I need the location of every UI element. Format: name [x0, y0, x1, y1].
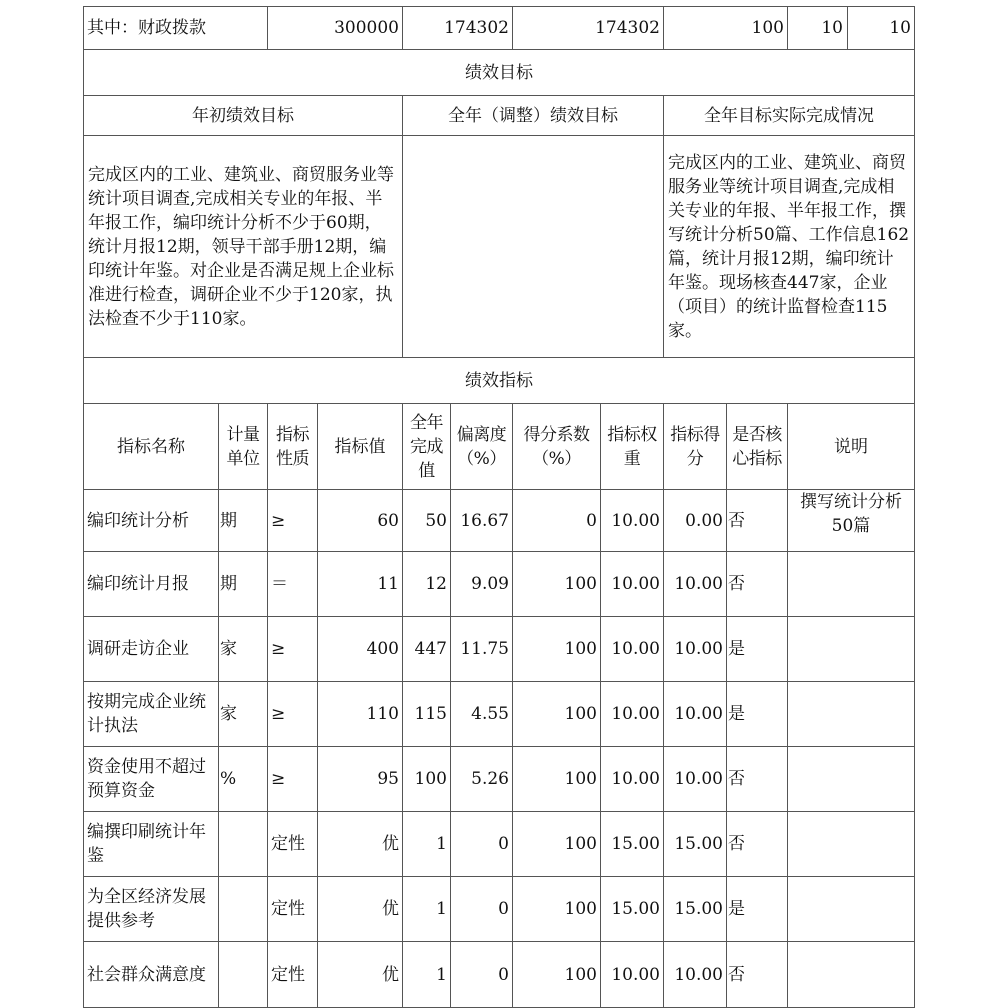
indicator-nature: ≥ — [268, 490, 318, 552]
indicator-note — [788, 617, 915, 682]
indicator-core: 否 — [727, 552, 788, 617]
performance-table — [83, 6, 915, 1008]
indicator-unit — [219, 812, 268, 877]
indicator-core: 否 — [727, 812, 788, 877]
funding-value-3: 174302 — [513, 7, 664, 50]
indicator-name: 为全区经济发展提供参考 — [84, 877, 219, 942]
indicator-actual: 1 — [403, 812, 451, 877]
goals-adjusted-text — [403, 136, 664, 358]
indicator-name: 按期完成企业统计执法 — [84, 682, 219, 747]
indicator-name: 资金使用不超过预算资金 — [84, 747, 219, 812]
indicator-coef: 100 — [513, 682, 601, 747]
goals-initial-text: 完成区内的工业、建筑业、商贸服务业等统计项目调查,完成相关专业的年报、半年报工作，编印统计分析不少于60期，统计月报12期，领导干部手册12期，编印统计年鉴。对企业是否满足规上企业标准进行检查，调研企业不少于120家，执法检查不少于110家。 — [84, 136, 403, 358]
indicator-score: 10.00 — [664, 552, 727, 617]
indicator-note — [788, 812, 915, 877]
indicator-core: 是 — [727, 617, 788, 682]
indicator-name: 编印统计分析 — [84, 490, 219, 552]
funding-row — [84, 7, 915, 50]
header-target: 指标值 — [318, 404, 403, 490]
funding-value-5-6 — [788, 7, 915, 50]
indicator-unit: 期 — [219, 490, 268, 552]
goals-section-title: 绩效目标 — [84, 50, 915, 96]
indicator-coef: 0 — [513, 490, 601, 552]
goals-header-row — [84, 96, 915, 136]
goals-actual-text: 完成区内的工业、建筑业、商贸服务业等统计项目调查,完成相关专业的年报、半年报工作，撰写统计分析50篇、工作信息162篇，统计月报12期，编印统计年鉴。现场核查447家，企业（项目）的统计监督检查115家。 — [664, 136, 915, 358]
indicator-weight: 10.00 — [601, 552, 664, 617]
indicator-weight: 10.00 — [601, 747, 664, 812]
indicator-unit: 家 — [219, 617, 268, 682]
indicator-deviation: 5.26 — [451, 747, 513, 812]
table-row — [84, 747, 915, 812]
indicator-deviation: 16.67 — [451, 490, 513, 552]
indicator-nature: ≥ — [268, 747, 318, 812]
indicator-rows — [84, 490, 915, 1008]
header-core: 是否核心指标 — [727, 404, 788, 490]
indicator-weight: 15.00 — [601, 812, 664, 877]
indicator-coef: 100 — [513, 877, 601, 942]
indicator-nature: 定性 — [268, 812, 318, 877]
header-coef: 得分系数（%） — [513, 404, 601, 490]
indicator-deviation: 0 — [451, 942, 513, 1008]
indicator-core: 否 — [727, 942, 788, 1008]
indicator-target: 优 — [318, 942, 403, 1008]
indicator-score: 0.00 — [664, 490, 727, 552]
indicator-note — [788, 552, 915, 617]
indicator-actual: 100 — [403, 747, 451, 812]
table-row — [84, 552, 915, 617]
header-nature: 指标性质 — [268, 404, 318, 490]
indicator-note — [788, 682, 915, 747]
indicator-actual: 1 — [403, 942, 451, 1008]
indicator-name: 调研走访企业 — [84, 617, 219, 682]
indicator-score: 10.00 — [664, 942, 727, 1008]
table-row — [84, 617, 915, 682]
goals-header-actual: 全年目标实际完成情况 — [664, 96, 915, 136]
indicator-unit — [219, 877, 268, 942]
indicator-actual: 50 — [403, 490, 451, 552]
indicator-unit: % — [219, 747, 268, 812]
indicator-target: 110 — [318, 682, 403, 747]
indicator-nature: 定性 — [268, 942, 318, 1008]
indicator-deviation: 9.09 — [451, 552, 513, 617]
indicator-deviation: 11.75 — [451, 617, 513, 682]
indicator-nature: ≥ — [268, 682, 318, 747]
indicator-note — [788, 747, 915, 812]
indicator-nature: 定性 — [268, 877, 318, 942]
indicator-deviation: 4.55 — [451, 682, 513, 747]
indicator-name: 编印统计月报 — [84, 552, 219, 617]
indicator-score: 10.00 — [664, 617, 727, 682]
table-row — [84, 877, 915, 942]
goals-content-row — [84, 136, 915, 358]
indicator-score: 10.00 — [664, 682, 727, 747]
indicator-note — [788, 877, 915, 942]
header-actual: 全年完成值 — [403, 404, 451, 490]
indicator-score: 10.00 — [664, 747, 727, 812]
indicator-unit: 家 — [219, 682, 268, 747]
indicator-actual: 1 — [403, 877, 451, 942]
indicator-unit: 期 — [219, 552, 268, 617]
indicator-target: 400 — [318, 617, 403, 682]
indicator-score: 15.00 — [664, 812, 727, 877]
indicator-target: 11 — [318, 552, 403, 617]
indicator-coef: 100 — [513, 812, 601, 877]
indicator-score: 15.00 — [664, 877, 727, 942]
table-row — [84, 490, 915, 552]
indicators-header-row — [84, 404, 915, 490]
indicator-weight: 15.00 — [601, 877, 664, 942]
indicator-target: 60 — [318, 490, 403, 552]
indicator-nature: ＝ — [268, 552, 318, 617]
funding-value-4: 100 — [664, 7, 788, 50]
goals-section-row — [84, 50, 915, 96]
funding-value-2: 174302 — [403, 7, 513, 50]
header-note: 说明 — [788, 404, 915, 490]
indicators-section-title: 绩效指标 — [84, 358, 915, 404]
goals-header-initial: 年初绩效目标 — [84, 96, 403, 136]
indicator-coef: 100 — [513, 617, 601, 682]
table-row — [84, 812, 915, 877]
header-deviation: 偏离度（%） — [451, 404, 513, 490]
indicator-unit — [219, 942, 268, 1008]
indicator-note: 撰写统计分析50篇 — [788, 490, 915, 552]
indicator-actual: 115 — [403, 682, 451, 747]
indicator-target: 95 — [318, 747, 403, 812]
header-unit: 计量单位 — [219, 404, 268, 490]
indicator-deviation: 0 — [451, 812, 513, 877]
indicator-core: 否 — [727, 490, 788, 552]
indicator-weight: 10.00 — [601, 617, 664, 682]
indicator-coef: 100 — [513, 942, 601, 1008]
funding-value-5: 10 — [788, 7, 848, 49]
indicator-target: 优 — [318, 812, 403, 877]
indicator-core: 是 — [727, 682, 788, 747]
indicator-weight: 10.00 — [601, 682, 664, 747]
indicator-coef: 100 — [513, 747, 601, 812]
header-weight: 指标权重 — [601, 404, 664, 490]
funding-label: 其中：财政拨款 — [84, 7, 268, 50]
table-row — [84, 942, 915, 1008]
indicator-actual: 12 — [403, 552, 451, 617]
table-row — [84, 682, 915, 747]
header-name: 指标名称 — [84, 404, 219, 490]
indicator-note — [788, 942, 915, 1008]
funding-value-1: 300000 — [268, 7, 403, 50]
header-score: 指标得分 — [664, 404, 727, 490]
indicator-name: 社会群众满意度 — [84, 942, 219, 1008]
funding-value-6: 10 — [889, 18, 911, 38]
indicators-section-row — [84, 358, 915, 404]
indicator-target: 优 — [318, 877, 403, 942]
goals-header-adjusted: 全年（调整）绩效目标 — [403, 96, 664, 136]
indicator-nature: ≥ — [268, 617, 318, 682]
indicator-deviation: 0 — [451, 877, 513, 942]
indicator-coef: 100 — [513, 552, 601, 617]
indicator-actual: 447 — [403, 617, 451, 682]
indicator-weight: 10.00 — [601, 490, 664, 552]
indicator-core: 否 — [727, 747, 788, 812]
indicator-weight: 10.00 — [601, 942, 664, 1008]
indicator-name: 编撰印刷统计年鉴 — [84, 812, 219, 877]
indicator-core: 是 — [727, 877, 788, 942]
